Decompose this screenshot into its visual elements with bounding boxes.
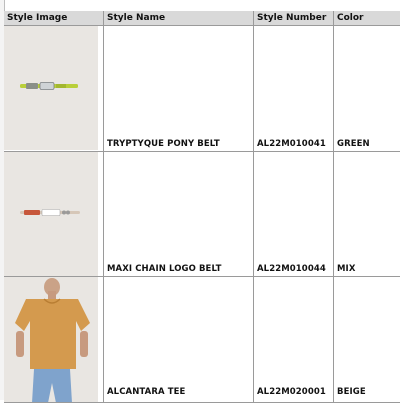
table-cell-color[interactable] xyxy=(334,26,400,152)
table-cell-number[interactable] xyxy=(254,26,334,152)
chain-logo-belt-photo xyxy=(4,152,98,276)
color-value: MIX xyxy=(337,264,356,274)
style-name: MAXI CHAIN LOGO BELT xyxy=(107,264,222,274)
model-wearing-tee-photo xyxy=(4,277,98,403)
table-cell-name[interactable] xyxy=(104,277,254,403)
style-name: ALCANTARA TEE xyxy=(107,387,186,397)
header-style-image[interactable]: Style Image xyxy=(4,11,104,26)
green-belt-photo xyxy=(4,26,98,150)
color-value: GREEN xyxy=(337,139,370,149)
style-name: TRYPTYQUE PONY BELT xyxy=(107,139,220,149)
table-cell-color[interactable] xyxy=(334,277,400,403)
header-style-number[interactable]: Style Number xyxy=(254,11,334,26)
table-cell-name[interactable] xyxy=(104,26,254,152)
header-style-name[interactable]: Style Name xyxy=(104,11,254,26)
style-number: AL22M020001 xyxy=(257,387,326,397)
table-row[interactable] xyxy=(4,152,104,277)
color-value: BEIGE xyxy=(337,387,366,397)
style-number: AL22M010041 xyxy=(257,139,326,149)
style-number: AL22M010044 xyxy=(257,264,326,274)
table-cell-number[interactable] xyxy=(254,152,334,277)
table-cell-color[interactable] xyxy=(334,152,400,277)
table-cell-name[interactable] xyxy=(104,152,254,277)
table-row[interactable] xyxy=(4,277,104,403)
table-cell-number[interactable] xyxy=(254,277,334,403)
header-color[interactable]: Color xyxy=(334,11,400,26)
table-row[interactable] xyxy=(4,26,104,152)
